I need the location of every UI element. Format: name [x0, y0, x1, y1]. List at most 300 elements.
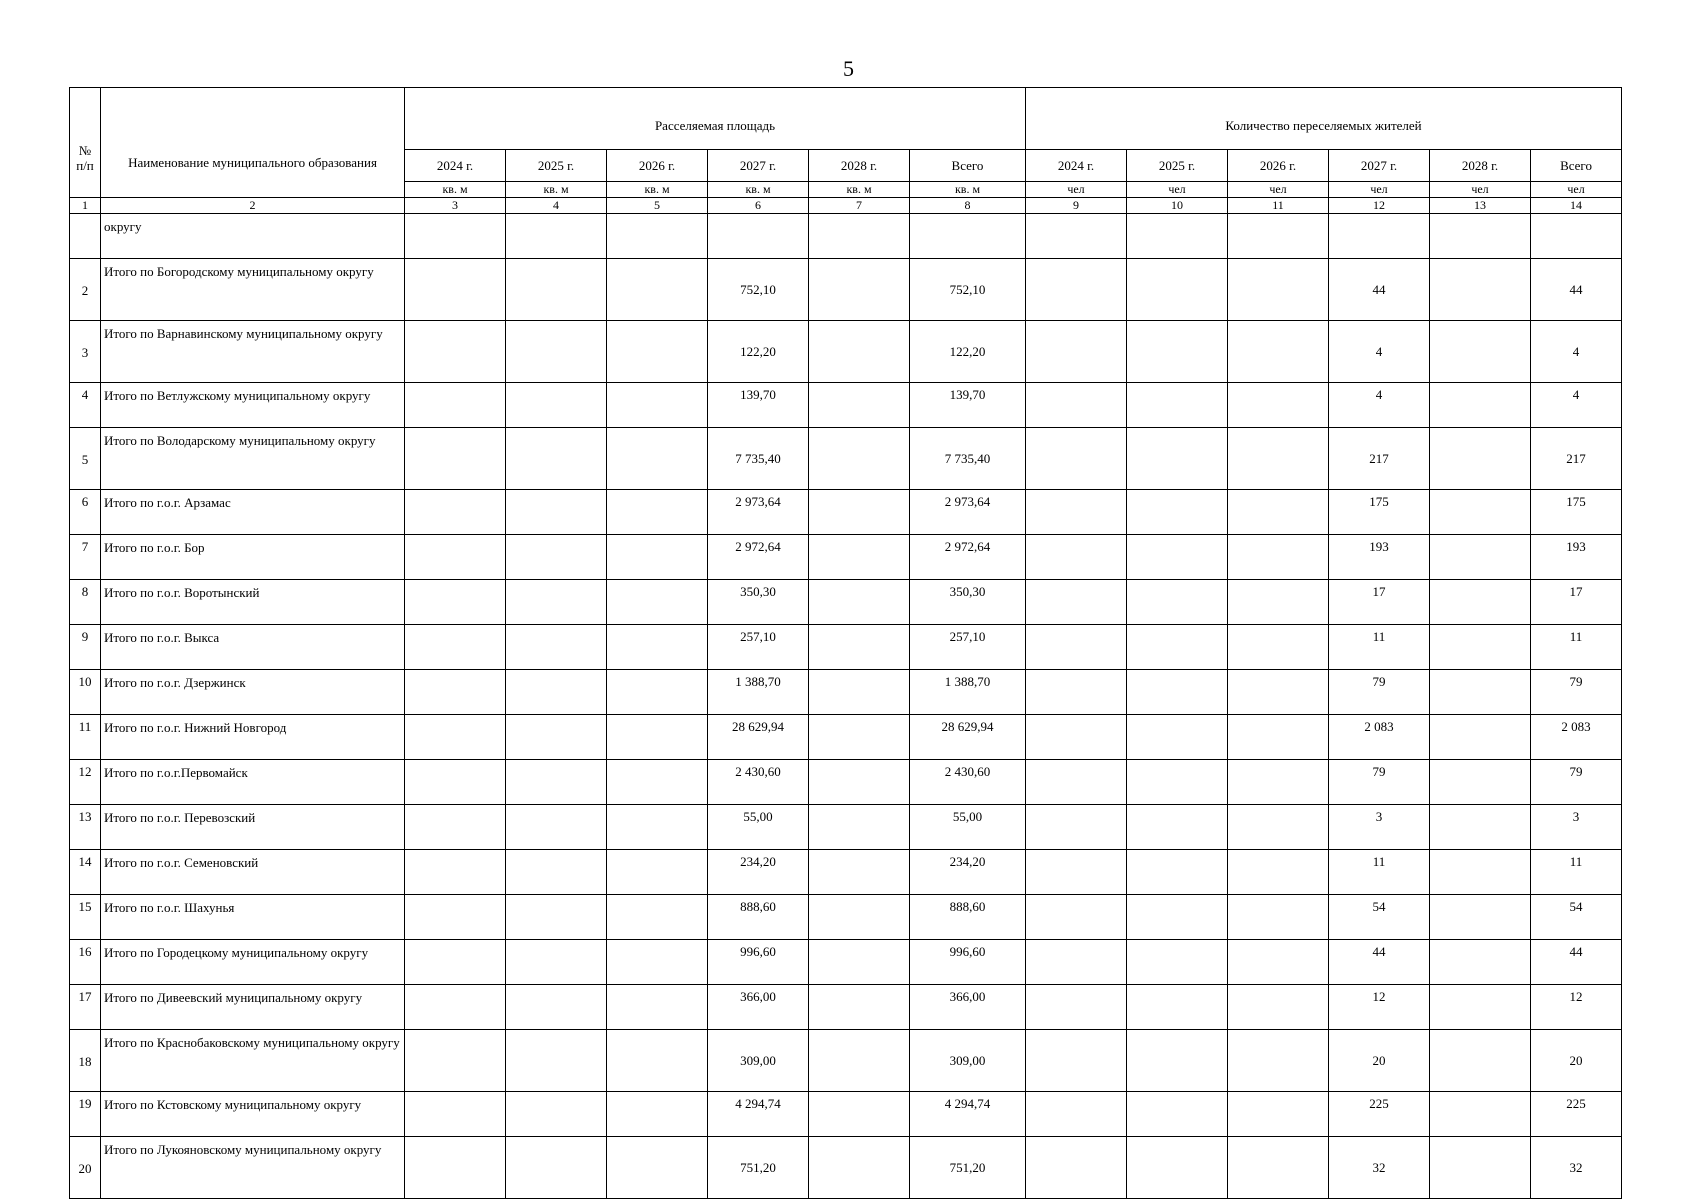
page-number: 5 — [843, 56, 854, 81]
area-2028-cell — [809, 940, 910, 985]
residents-2025-cell — [1127, 259, 1228, 321]
residents-2028-cell — [1430, 1092, 1531, 1137]
area-2025-cell — [506, 895, 607, 940]
area-2024-cell — [405, 940, 506, 985]
table-row — [70, 214, 1622, 259]
area-2027-cell: 257,10 — [708, 625, 809, 670]
residents-2027-cell: 4 — [1329, 383, 1430, 428]
header-area-year: 2026 г. — [607, 150, 708, 182]
residents-2028-cell — [1430, 1030, 1531, 1092]
residents-2024-cell — [1026, 895, 1127, 940]
row-number: 20 — [70, 1137, 101, 1199]
area-2025-cell — [506, 1137, 607, 1199]
header-column-number: 8 — [910, 198, 1026, 214]
residents-2028-cell — [1430, 214, 1531, 259]
residents-2024-cell — [1026, 383, 1127, 428]
area-2027-cell: 122,20 — [708, 321, 809, 383]
area-2028-cell — [809, 715, 910, 760]
area-2026-cell — [607, 985, 708, 1030]
header-column-number: 3 — [405, 198, 506, 214]
residents-2025-cell — [1127, 715, 1228, 760]
row-number: 4 — [70, 383, 101, 428]
header-residents-group: Количество переселяемых жителей — [1026, 88, 1622, 150]
area-2024-cell — [405, 1030, 506, 1092]
area-2028-cell — [809, 670, 910, 715]
area-2024-cell — [405, 1137, 506, 1199]
area-2025-cell — [506, 805, 607, 850]
row-number: 11 — [70, 715, 101, 760]
residents-2024-cell — [1026, 1030, 1127, 1092]
area-total-cell: 122,20 — [910, 321, 1026, 383]
residents-2028-cell — [1430, 670, 1531, 715]
residents-total-cell: 175 — [1531, 490, 1622, 535]
area-2024-cell — [405, 383, 506, 428]
area-total-cell: 309,00 — [910, 1030, 1026, 1092]
area-2024-cell — [405, 580, 506, 625]
area-2025-cell — [506, 490, 607, 535]
area-2028-cell — [809, 490, 910, 535]
area-2026-cell — [607, 715, 708, 760]
table-row — [70, 1030, 1622, 1092]
header-column-number: 7 — [809, 198, 910, 214]
residents-2028-cell — [1430, 850, 1531, 895]
row-name: Итого по Краснобаковскому муниципальному округу — [101, 1030, 405, 1092]
header-residents-unit: чел — [1026, 182, 1127, 198]
header-area-group: Расселяемая площадь — [405, 88, 1026, 150]
area-2027-cell: 309,00 — [708, 1030, 809, 1092]
area-2027-cell: 2 430,60 — [708, 760, 809, 805]
residents-total-cell: 20 — [1531, 1030, 1622, 1092]
area-2025-cell — [506, 940, 607, 985]
header-area-year: Всего — [910, 150, 1026, 182]
header-residents-unit: чел — [1127, 182, 1228, 198]
residents-2028-cell — [1430, 259, 1531, 321]
residents-total-cell: 193 — [1531, 535, 1622, 580]
row-name: Итого по г.о.г. Бор — [101, 535, 405, 580]
row-name: Итого по Варнавинскому муниципальному округу — [101, 321, 405, 383]
row-name: Итого по г.о.г. Дзержинск — [101, 670, 405, 715]
residents-2024-cell — [1026, 715, 1127, 760]
area-2025-cell — [506, 1030, 607, 1092]
residents-2025-cell — [1127, 1137, 1228, 1199]
residents-2024-cell — [1026, 625, 1127, 670]
header-column-number: 14 — [1531, 198, 1622, 214]
area-2024-cell — [405, 985, 506, 1030]
table-row — [70, 321, 1622, 383]
residents-2027-cell: 44 — [1329, 940, 1430, 985]
area-2027-cell: 1 388,70 — [708, 670, 809, 715]
table-row — [70, 805, 1622, 850]
area-total-cell: 752,10 — [910, 259, 1026, 321]
row-number: 6 — [70, 490, 101, 535]
residents-2024-cell — [1026, 214, 1127, 259]
residents-total-cell: 79 — [1531, 760, 1622, 805]
residents-total-cell — [1531, 214, 1622, 259]
area-total-cell: 139,70 — [910, 383, 1026, 428]
area-2027-cell: 996,60 — [708, 940, 809, 985]
residents-2024-cell — [1026, 490, 1127, 535]
area-2028-cell — [809, 985, 910, 1030]
residents-2027-cell: 54 — [1329, 895, 1430, 940]
residents-2027-cell: 217 — [1329, 428, 1430, 490]
area-2027-cell: 2 972,64 — [708, 535, 809, 580]
header-num-line1: № — [78, 142, 92, 158]
table-row — [70, 715, 1622, 760]
residents-2027-cell: 12 — [1329, 985, 1430, 1030]
header-num-line2: п/п — [76, 157, 94, 173]
row-name: Итого по г.о.г. Выкса — [101, 625, 405, 670]
area-2024-cell — [405, 625, 506, 670]
residents-2025-cell — [1127, 940, 1228, 985]
residents-2028-cell — [1430, 940, 1531, 985]
residents-2026-cell — [1228, 259, 1329, 321]
header-area-unit: кв. м — [405, 182, 506, 198]
area-total-cell: 751,20 — [910, 1137, 1026, 1199]
area-2028-cell — [809, 1092, 910, 1137]
row-name: Итого по г.о.г. Воротынский — [101, 580, 405, 625]
area-2025-cell — [506, 985, 607, 1030]
residents-2028-cell — [1430, 805, 1531, 850]
residents-2027-cell — [1329, 214, 1430, 259]
row-name: Итого по Кстовскому муниципальному округу — [101, 1092, 405, 1137]
table-row — [70, 1092, 1622, 1137]
area-2025-cell — [506, 625, 607, 670]
area-2028-cell — [809, 321, 910, 383]
residents-2028-cell — [1430, 383, 1531, 428]
area-2027-cell: 4 294,74 — [708, 1092, 809, 1137]
area-2024-cell — [405, 760, 506, 805]
area-2025-cell — [506, 715, 607, 760]
residents-2025-cell — [1127, 985, 1228, 1030]
area-total-cell: 1 388,70 — [910, 670, 1026, 715]
residents-2025-cell — [1127, 383, 1228, 428]
table-row — [70, 940, 1622, 985]
residents-2028-cell — [1430, 490, 1531, 535]
residents-2026-cell — [1228, 805, 1329, 850]
area-2028-cell — [809, 214, 910, 259]
area-2027-cell: 751,20 — [708, 1137, 809, 1199]
residents-2024-cell — [1026, 1137, 1127, 1199]
row-number: 3 — [70, 321, 101, 383]
residents-2025-cell — [1127, 535, 1228, 580]
area-2025-cell — [506, 214, 607, 259]
residents-2026-cell — [1228, 428, 1329, 490]
header-residents-unit: чел — [1531, 182, 1622, 198]
area-2028-cell — [809, 850, 910, 895]
residents-total-cell: 217 — [1531, 428, 1622, 490]
row-name: Итого по г.о.г.Первомайск — [101, 760, 405, 805]
area-2028-cell — [809, 895, 910, 940]
residents-2027-cell: 79 — [1329, 760, 1430, 805]
header-column-number: 4 — [506, 198, 607, 214]
residents-2027-cell: 20 — [1329, 1030, 1430, 1092]
header-name: Наименование муниципального образования — [101, 88, 405, 198]
residents-total-cell: 32 — [1531, 1137, 1622, 1199]
row-name: Итого по Богородскому муниципальному округу — [101, 259, 405, 321]
residents-2024-cell — [1026, 985, 1127, 1030]
area-2027-cell: 888,60 — [708, 895, 809, 940]
header-area-unit: кв. м — [506, 182, 607, 198]
header-area-year: 2027 г. — [708, 150, 809, 182]
residents-2028-cell — [1430, 760, 1531, 805]
header-area-year: 2028 г. — [809, 150, 910, 182]
residents-total-cell: 17 — [1531, 580, 1622, 625]
residents-2025-cell — [1127, 428, 1228, 490]
area-2026-cell — [607, 760, 708, 805]
row-name: Итого по Ветлужскому муниципальному округу — [101, 383, 405, 428]
row-number: 17 — [70, 985, 101, 1030]
header-column-numbers-row — [70, 198, 1622, 214]
residents-2025-cell — [1127, 580, 1228, 625]
residents-2027-cell: 11 — [1329, 625, 1430, 670]
residents-2024-cell — [1026, 760, 1127, 805]
residents-2028-cell — [1430, 580, 1531, 625]
area-2027-cell: 55,00 — [708, 805, 809, 850]
header-area-unit: кв. м — [910, 182, 1026, 198]
residents-2026-cell — [1228, 985, 1329, 1030]
table-row — [70, 580, 1622, 625]
residents-2027-cell: 193 — [1329, 535, 1430, 580]
residents-2028-cell — [1430, 895, 1531, 940]
area-2026-cell — [607, 670, 708, 715]
area-total-cell: 257,10 — [910, 625, 1026, 670]
header-area-unit: кв. м — [607, 182, 708, 198]
residents-2028-cell — [1430, 535, 1531, 580]
area-2028-cell — [809, 383, 910, 428]
header-column-number: 9 — [1026, 198, 1127, 214]
residents-2025-cell — [1127, 670, 1228, 715]
area-total-cell: 28 629,94 — [910, 715, 1026, 760]
row-name: Итого по г.о.г. Нижний Новгород — [101, 715, 405, 760]
residents-2027-cell: 17 — [1329, 580, 1430, 625]
residents-2026-cell — [1228, 760, 1329, 805]
table-row — [70, 760, 1622, 805]
residents-2024-cell — [1026, 850, 1127, 895]
table-row — [70, 428, 1622, 490]
residents-2025-cell — [1127, 805, 1228, 850]
residents-2028-cell — [1430, 625, 1531, 670]
residents-2025-cell — [1127, 321, 1228, 383]
residents-2024-cell — [1026, 1092, 1127, 1137]
residents-total-cell: 2 083 — [1531, 715, 1622, 760]
header-residents-year: 2027 г. — [1329, 150, 1430, 182]
row-name: Итого по г.о.г. Перевозский — [101, 805, 405, 850]
row-name: Итого по Городецкому муниципальному округу — [101, 940, 405, 985]
area-2026-cell — [607, 383, 708, 428]
area-2027-cell: 350,30 — [708, 580, 809, 625]
header-residents-unit: чел — [1430, 182, 1531, 198]
area-2024-cell — [405, 259, 506, 321]
area-2024-cell — [405, 428, 506, 490]
table-row — [70, 383, 1622, 428]
residents-2026-cell — [1228, 715, 1329, 760]
row-number: 13 — [70, 805, 101, 850]
header-residents-year: 2028 г. — [1430, 150, 1531, 182]
row-number: 18 — [70, 1030, 101, 1092]
header-column-number: 12 — [1329, 198, 1430, 214]
row-number: 8 — [70, 580, 101, 625]
area-2026-cell — [607, 535, 708, 580]
area-2026-cell — [607, 1030, 708, 1092]
area-total-cell: 55,00 — [910, 805, 1026, 850]
header-column-number: 10 — [1127, 198, 1228, 214]
residents-2026-cell — [1228, 321, 1329, 383]
header-residents-year: 2025 г. — [1127, 150, 1228, 182]
area-total-cell: 2 430,60 — [910, 760, 1026, 805]
table-row — [70, 670, 1622, 715]
area-2026-cell — [607, 214, 708, 259]
area-2026-cell — [607, 321, 708, 383]
area-2027-cell: 139,70 — [708, 383, 809, 428]
row-number: 7 — [70, 535, 101, 580]
residents-total-cell: 3 — [1531, 805, 1622, 850]
residents-2026-cell — [1228, 940, 1329, 985]
area-2024-cell — [405, 805, 506, 850]
residents-2026-cell — [1228, 1030, 1329, 1092]
area-2025-cell — [506, 383, 607, 428]
header-area-unit: кв. м — [708, 182, 809, 198]
area-2026-cell — [607, 940, 708, 985]
area-2028-cell — [809, 625, 910, 670]
area-2026-cell — [607, 805, 708, 850]
area-2024-cell — [405, 214, 506, 259]
residents-2026-cell — [1228, 895, 1329, 940]
area-total-cell: 2 973,64 — [910, 490, 1026, 535]
table-row — [70, 490, 1622, 535]
area-total-cell — [910, 214, 1026, 259]
residents-total-cell: 44 — [1531, 259, 1622, 321]
area-2025-cell — [506, 760, 607, 805]
area-2027-cell: 234,20 — [708, 850, 809, 895]
area-2027-cell: 28 629,94 — [708, 715, 809, 760]
area-2028-cell — [809, 259, 910, 321]
area-total-cell: 7 735,40 — [910, 428, 1026, 490]
residents-2024-cell — [1026, 940, 1127, 985]
area-2027-cell — [708, 214, 809, 259]
area-2024-cell — [405, 715, 506, 760]
residents-2025-cell — [1127, 850, 1228, 895]
residents-2027-cell: 44 — [1329, 259, 1430, 321]
area-2026-cell — [607, 428, 708, 490]
header-column-number: 6 — [708, 198, 809, 214]
residents-2027-cell: 4 — [1329, 321, 1430, 383]
row-number: 10 — [70, 670, 101, 715]
residents-2025-cell — [1127, 1092, 1228, 1137]
residents-2025-cell — [1127, 760, 1228, 805]
area-2027-cell: 752,10 — [708, 259, 809, 321]
residents-total-cell: 225 — [1531, 1092, 1622, 1137]
area-2025-cell — [506, 1092, 607, 1137]
residents-total-cell: 54 — [1531, 895, 1622, 940]
header-area-year: 2024 г. — [405, 150, 506, 182]
area-total-cell: 350,30 — [910, 580, 1026, 625]
area-2026-cell — [607, 1092, 708, 1137]
row-number: 16 — [70, 940, 101, 985]
table-row — [70, 850, 1622, 895]
area-2024-cell — [405, 895, 506, 940]
row-name: округу — [101, 214, 405, 259]
residents-2024-cell — [1026, 428, 1127, 490]
area-2028-cell — [809, 760, 910, 805]
residents-total-cell: 4 — [1531, 321, 1622, 383]
header-residents-year: 2026 г. — [1228, 150, 1329, 182]
residents-2026-cell — [1228, 383, 1329, 428]
area-2026-cell — [607, 259, 708, 321]
header-residents-year: Всего — [1531, 150, 1622, 182]
residents-2026-cell — [1228, 214, 1329, 259]
area-2028-cell — [809, 1137, 910, 1199]
residents-2027-cell: 3 — [1329, 805, 1430, 850]
residents-2026-cell — [1228, 670, 1329, 715]
residents-2027-cell: 79 — [1329, 670, 1430, 715]
row-number: 2 — [70, 259, 101, 321]
area-2025-cell — [506, 670, 607, 715]
residents-2026-cell — [1228, 1092, 1329, 1137]
residents-2026-cell — [1228, 625, 1329, 670]
residents-2024-cell — [1026, 321, 1127, 383]
row-number: 12 — [70, 760, 101, 805]
header-column-number: 11 — [1228, 198, 1329, 214]
area-total-cell: 2 972,64 — [910, 535, 1026, 580]
row-number: 9 — [70, 625, 101, 670]
header-column-number: 2 — [101, 198, 405, 214]
residents-2025-cell — [1127, 625, 1228, 670]
area-2026-cell — [607, 895, 708, 940]
area-total-cell: 996,60 — [910, 940, 1026, 985]
residents-2027-cell: 2 083 — [1329, 715, 1430, 760]
area-2027-cell: 366,00 — [708, 985, 809, 1030]
area-2024-cell — [405, 850, 506, 895]
area-2025-cell — [506, 321, 607, 383]
area-2024-cell — [405, 535, 506, 580]
residents-2028-cell — [1430, 715, 1531, 760]
header-residents-unit: чел — [1228, 182, 1329, 198]
row-name: Итого по Дивеевский муниципальному округу — [101, 985, 405, 1030]
table-row — [70, 625, 1622, 670]
resettlement-table — [69, 87, 1622, 1199]
header-column-number: 5 — [607, 198, 708, 214]
area-total-cell: 366,00 — [910, 985, 1026, 1030]
table-row — [70, 985, 1622, 1030]
area-2026-cell — [607, 490, 708, 535]
residents-2028-cell — [1430, 1137, 1531, 1199]
row-number: 14 — [70, 850, 101, 895]
residents-2028-cell — [1430, 428, 1531, 490]
residents-2025-cell — [1127, 895, 1228, 940]
row-number: 5 — [70, 428, 101, 490]
residents-2026-cell — [1228, 490, 1329, 535]
row-number: 15 — [70, 895, 101, 940]
residents-total-cell: 11 — [1531, 625, 1622, 670]
area-2025-cell — [506, 428, 607, 490]
area-2026-cell — [607, 850, 708, 895]
residents-total-cell: 11 — [1531, 850, 1622, 895]
area-2026-cell — [607, 580, 708, 625]
header-column-number: 13 — [1430, 198, 1531, 214]
area-2028-cell — [809, 1030, 910, 1092]
residents-total-cell: 44 — [1531, 940, 1622, 985]
residents-2024-cell — [1026, 535, 1127, 580]
residents-2024-cell — [1026, 580, 1127, 625]
residents-2026-cell — [1228, 850, 1329, 895]
row-number — [70, 214, 101, 259]
header-area-unit: кв. м — [809, 182, 910, 198]
area-total-cell: 888,60 — [910, 895, 1026, 940]
residents-2026-cell — [1228, 535, 1329, 580]
residents-2028-cell — [1430, 985, 1531, 1030]
area-2027-cell: 2 973,64 — [708, 490, 809, 535]
residents-2026-cell — [1228, 1137, 1329, 1199]
